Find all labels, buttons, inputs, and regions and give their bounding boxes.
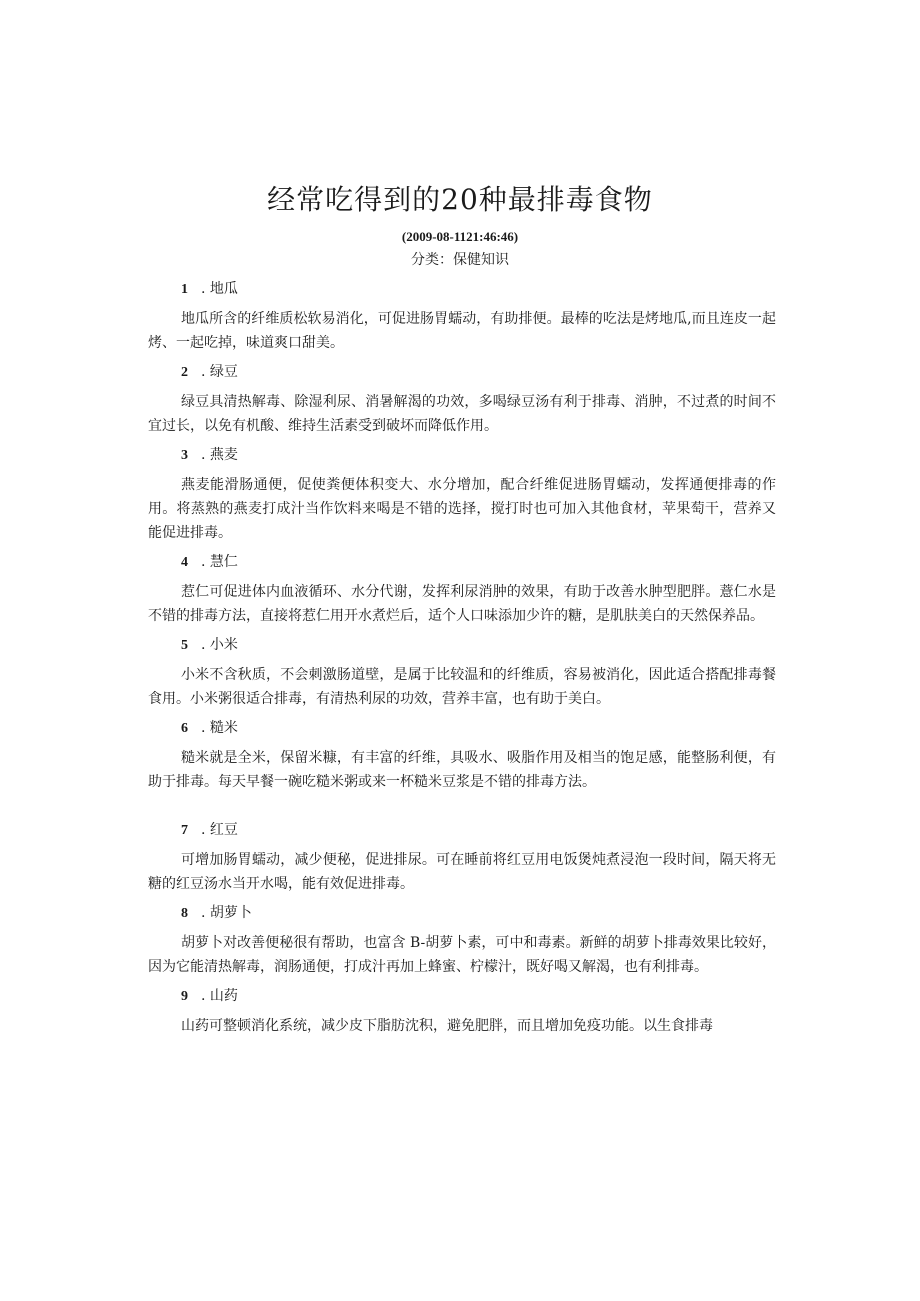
item-text: 燕麦能滑肠通便，促使粪便体积变大、水分增加，配合纤维促进肠胃蠕动，发挥通便排毒的作用。将蒸熟的燕麦打成汁当作饮料来喝是不错的选择，搅打时也可加入其他食材，苹果萄干，营养又能促进排毒。	[148, 477, 776, 541]
item-number: 1	[181, 282, 188, 297]
item-name: . 小米	[201, 637, 238, 653]
item-number: 5	[181, 638, 188, 653]
post-category: 分类：保健知识	[411, 252, 509, 268]
document-title: 经常吃得到的20种最排毒食物	[267, 183, 653, 216]
item-heading	[148, 716, 776, 741]
item-heading	[148, 277, 776, 302]
item-heading	[148, 818, 776, 843]
item-name: . 地瓜	[201, 281, 238, 297]
item-heading	[148, 633, 776, 658]
item-number: 6	[181, 721, 188, 736]
item-text: 惹仁可促进体内血液循环、水分代谢，发挥利尿消肿的效果，有助于改善水肿型肥胖。薏仁水是不错的排毒方法，直接将惹仁用开水煮烂后，适个人口味添加少许的糖，是肌肤美白的天然保养品。	[148, 584, 776, 624]
item-name: . 慧仁	[201, 554, 238, 570]
item-heading	[148, 360, 776, 385]
item-number: 4	[181, 555, 188, 570]
item-name: . 燕麦	[201, 447, 238, 463]
item-heading	[148, 984, 776, 1009]
item-text: 地瓜所含的纤维质松软易消化，可促进肠胃蠕动，有助排便。最棒的吃法是烤地瓜,而且连皮一起烤、一起吃掉，味道爽口甜美。	[148, 311, 776, 351]
item-text: 山药可整顿消化系统，减少皮下脂肪沈积，避免肥胖，而且增加免疫功能。以生食排毒	[181, 1018, 713, 1034]
item-text: 糙米就是全米，保留米糠，有丰富的纤维，具吸水、吸脂作用及相当的饱足感，能整肠利便，有助于排毒。每天早餐一碗吃糙米粥或来一杯糙米豆浆是不错的排毒方法。	[148, 750, 776, 790]
item-number: 7	[181, 823, 188, 838]
item-name: . 糙米	[201, 720, 238, 736]
item-number: 9	[181, 989, 188, 1004]
item-heading	[148, 443, 776, 468]
item-number: 8	[181, 906, 188, 921]
item-text: 可增加肠胃蠕动，减少便秘，促进排尿。可在睡前将红豆用电饭煲炖煮浸泡一段时间，隔天将无糖的红豆汤水当开水喝，能有效促进排毒。	[148, 852, 776, 892]
item-name: . 绿豆	[201, 364, 238, 380]
item-name: . 山药	[201, 988, 238, 1004]
item-text: 绿豆具清热解毒、除湿利尿、消暑解渴的功效，多喝绿豆汤有利于排毒、消肿，不过煮的时间不宜过长，以免有机酸、维持生活素受到破坏而降低作用。	[148, 394, 776, 434]
item-number: 2	[181, 365, 188, 380]
item-text: 胡萝卜对改善便秘很有帮助，也富含 B-胡萝卜素，可中和毒素。新鲜的胡萝卜排毒效果比较好，因为它能清热解毒，润肠通便，打成汁再加上蜂蜜、柠檬汁，既好喝又解渴，也有利排毒。	[148, 935, 776, 975]
post-date: (2009-08-1121:46:46)	[401, 229, 519, 244]
item-name: . 红豆	[201, 822, 238, 838]
item-heading	[148, 901, 776, 926]
item-heading	[148, 550, 776, 575]
item-number: 3	[181, 448, 188, 463]
item-text: 小米不含秋质，不会刺激肠道壁，是属于比较温和的纤维质，容易被消化，因此适合搭配排毒餐食用。小米粥很适合排毒，有清热利尿的功效，营养丰富，也有助于美白。	[148, 667, 776, 707]
article-body	[148, 272, 776, 1038]
item-name: . 胡萝卜	[201, 905, 252, 921]
